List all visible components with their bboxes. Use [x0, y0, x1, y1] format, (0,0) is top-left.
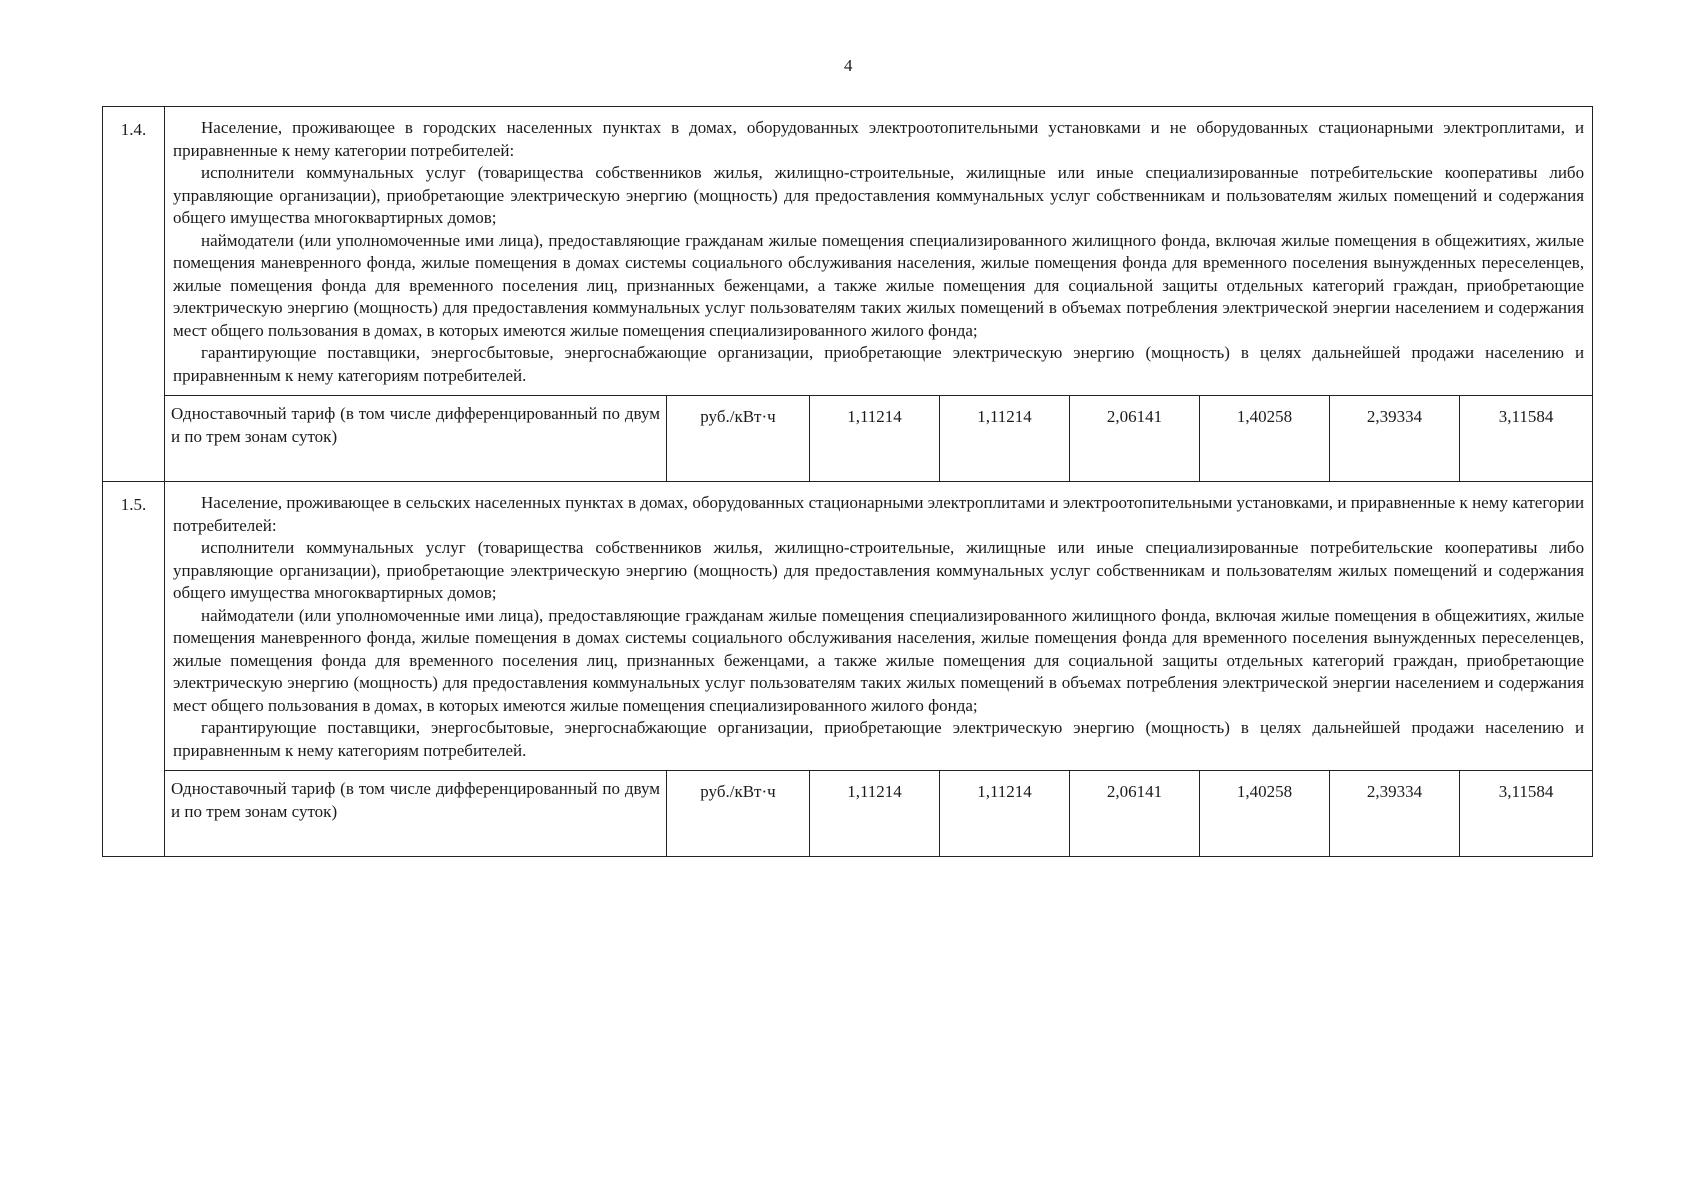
section-number: 1.4.	[103, 107, 165, 482]
tariff-value: 1,11214	[810, 771, 940, 857]
tariff-value: 1,11214	[940, 396, 1070, 482]
description-paragraph: наймодатели (или уполномоченные ими лица), предоставляющие гражданам жилые помещения специализированного жилищного фонда, включая жилые помещения в общежитиях, жилые помещения маневренного фонда, жилые помещения в домах системы социального обслуживания населения, жилые помещения фонда для временного поселения вынужденных переселенцев, жилые помещения фонда для временного поселения лиц, признанных беженцами, а также жилые помещения для социальной защиты отдельных категорий граждан, приобретающие электрическую энергию (мощность) для предоставления коммунальных услуг пользователям таких жилых помещений в объемах потребления электрической энергии населением и содержания мест общего пользования в домах, в которых имеются жилые помещения специализированного жилого фонда;	[173, 605, 1585, 715]
description-paragraph: исполнители коммунальных услуг (товарищества собственников жилья, жилищно-строительные, жилищные или иные специализированные потребительские кооперативы либо управляющие организации), приобретающие электрическую энергию (мощность) для предоставления коммунальных услуг собственникам и пользователям жилых помещений и содержания общего имущества многоквартирных домов;	[173, 538, 1585, 602]
tariff-unit: руб./кВт·ч	[667, 771, 810, 857]
section-description	[165, 107, 1593, 396]
tariff-table	[102, 106, 1593, 857]
tariff-value: 1,11214	[810, 396, 940, 482]
tariff-value: 1,40258	[1200, 396, 1330, 482]
description-paragraph: гарантирующие поставщики, энергосбытовые, энергоснабжающие организации, приобретающие электрическую энергию (мощность) в целях дальнейшей продажи населению и приравненным к нему категориям потребителей.	[173, 343, 1585, 385]
section-number: 1.5.	[103, 482, 165, 857]
tariff-name: Одноставочный тариф (в том числе дифференцированный по двум и по трем зонам суток)	[165, 771, 667, 857]
tariff-value: 2,06141	[1070, 771, 1200, 857]
tariff-name: Одноставочный тариф (в том числе дифференцированный по двум и по трем зонам суток)	[165, 396, 667, 482]
description-paragraph: гарантирующие поставщики, энергосбытовые, энергоснабжающие организации, приобретающие электрическую энергию (мощность) в целях дальнейшей продажи населению и приравненным к нему категориям потребителей.	[173, 718, 1585, 760]
tariff-value: 3,11584	[1460, 771, 1593, 857]
page-number: 4	[844, 56, 853, 75]
tariff-value: 1,40258	[1200, 771, 1330, 857]
section-row	[103, 482, 1593, 771]
description-paragraph: Население, проживающее в сельских населенных пунктах в домах, оборудованных стационарными электроплитами и электроотопительными установками, и приравненные к нему категории потребителей:	[173, 493, 1585, 535]
tariff-row	[103, 771, 1593, 857]
tariff-value: 2,39334	[1330, 771, 1460, 857]
description-paragraph: Население, проживающее в городских населенных пунктах в домах, оборудованных электроотопительными установками и не оборудованных стационарными электроплитами, и приравненные к нему категории потребителей:	[173, 118, 1585, 160]
tariff-value: 2,39334	[1330, 396, 1460, 482]
tariff-row	[103, 396, 1593, 482]
tariff-value: 3,11584	[1460, 396, 1593, 482]
section-row	[103, 107, 1593, 396]
tariff-value: 1,11214	[940, 771, 1070, 857]
description-paragraph: наймодатели (или уполномоченные ими лица), предоставляющие гражданам жилые помещения специализированного жилищного фонда, включая жилые помещения в общежитиях, жилые помещения маневренного фонда, жилые помещения в домах системы социального обслуживания населения, жилые помещения фонда для временного поселения вынужденных переселенцев, жилые помещения фонда для временного поселения лиц, признанных беженцами, а также жилые помещения для социальной защиты отдельных категорий граждан, приобретающие электрическую энергию (мощность) для предоставления коммунальных услуг пользователям таких жилых помещений в объемах потребления электрической энергии населением и содержания мест общего пользования в домах, в которых имеются жилые помещения специализированного жилого фонда;	[173, 230, 1585, 340]
section-description	[165, 482, 1593, 771]
description-paragraph: исполнители коммунальных услуг (товарищества собственников жилья, жилищно-строительные, жилищные или иные специализированные потребительские кооперативы либо управляющие организации), приобретающие электрическую энергию (мощность) для предоставления коммунальных услуг собственникам и пользователям жилых помещений и содержания общего имущества многоквартирных домов;	[173, 163, 1585, 227]
tariff-value: 2,06141	[1070, 396, 1200, 482]
tariff-unit: руб./кВт·ч	[667, 396, 810, 482]
